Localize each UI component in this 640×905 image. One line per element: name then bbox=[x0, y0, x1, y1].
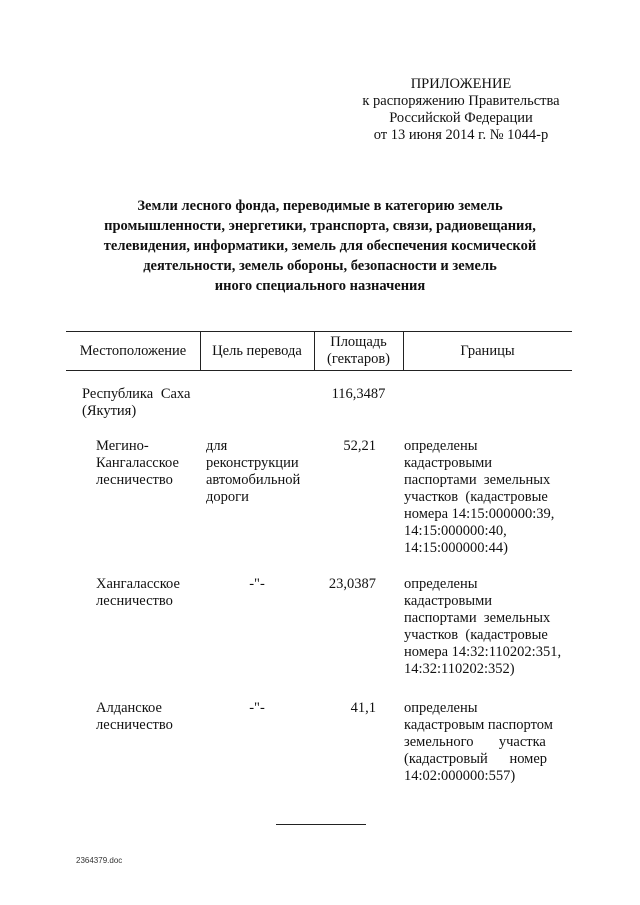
header-area-unit: (гектаров) bbox=[327, 351, 390, 367]
location-line: лесничество bbox=[96, 472, 173, 488]
row-1-area: 52,21 bbox=[343, 438, 376, 454]
header-borders: Границы bbox=[460, 343, 515, 359]
location-line: Кангаласское bbox=[96, 455, 179, 471]
location-line: Алданское bbox=[96, 700, 162, 716]
borders-line: определены bbox=[404, 700, 478, 716]
title-line: иного специального назначения bbox=[214, 278, 426, 294]
purpose-line: для bbox=[206, 438, 228, 454]
location-line: лесничество bbox=[96, 593, 173, 609]
borders-line: 14:15:000000:40, bbox=[404, 523, 507, 539]
document-number: 2364379.doc bbox=[76, 856, 123, 865]
borders-line: земельного участка bbox=[404, 734, 546, 750]
row-3-location bbox=[96, 700, 200, 734]
row-2-location bbox=[96, 576, 200, 610]
row-1-borders bbox=[404, 438, 572, 557]
borders-line: участков (кадастровые bbox=[404, 489, 548, 505]
appendix-header bbox=[330, 76, 592, 144]
appendix-ref: к распоряжению Правительства bbox=[362, 93, 560, 109]
row-3-area: 41,1 bbox=[350, 700, 376, 716]
borders-line: определены bbox=[404, 576, 478, 592]
row-1-purpose bbox=[206, 438, 314, 506]
header-purpose: Цель перевода bbox=[212, 343, 302, 359]
location-line: Хангаласское bbox=[96, 576, 180, 592]
borders-line: участков (кадастровые bbox=[404, 627, 548, 643]
appendix-title: ПРИЛОЖЕНИЕ bbox=[410, 76, 512, 92]
table-top-rule bbox=[66, 331, 572, 332]
title-line: телевидения, информатики, земель для обеспечения космической bbox=[103, 238, 537, 254]
title-line: Земли лесного фонда, переводимые в категорию земель bbox=[137, 198, 503, 214]
region-area: 116,3487 bbox=[331, 386, 386, 402]
purpose-line: автомобильной bbox=[206, 472, 301, 488]
header-area bbox=[314, 334, 403, 368]
document-title bbox=[60, 196, 580, 296]
borders-line: кадастровыми bbox=[404, 593, 493, 609]
row-1-location bbox=[96, 438, 200, 489]
title-line: деятельности, земель обороны, безопасности и земель bbox=[143, 258, 497, 274]
borders-line: кадастровыми bbox=[404, 455, 493, 471]
borders-line: кадастровым паспортом bbox=[404, 717, 553, 733]
borders-line: 14:32:110202:352) bbox=[404, 661, 515, 677]
borders-line: определены bbox=[404, 438, 478, 454]
row-2-area: 23,0387 bbox=[328, 576, 376, 592]
borders-line: паспортами земельных bbox=[404, 610, 551, 626]
title-line: промышленности, энергетики, транспорта, связи, радиовещания, bbox=[104, 218, 536, 234]
appendix-gov: Российской Федерации bbox=[389, 110, 533, 126]
borders-line: 14:15:000000:44) bbox=[404, 540, 508, 556]
borders-line: 14:02:000000:557) bbox=[404, 768, 516, 784]
location-line: Мегино- bbox=[96, 438, 149, 454]
appendix-date: от 13 июня 2014 г. № 1044-р bbox=[373, 127, 549, 143]
region-name-line: Республика Саха bbox=[82, 386, 191, 402]
borders-line: (кадастровый номер bbox=[404, 751, 548, 767]
row-3-purpose: -"- bbox=[249, 700, 265, 716]
row-3-borders bbox=[404, 700, 572, 785]
row-2-purpose: -"- bbox=[249, 576, 265, 592]
purpose-line: дороги bbox=[206, 489, 249, 505]
borders-line: номера 14:15:000000:39, bbox=[404, 506, 555, 522]
region-name-line: (Якутия) bbox=[82, 403, 137, 419]
header-location: Местоположение bbox=[79, 343, 187, 359]
region-name bbox=[82, 386, 196, 420]
borders-line: номера 14:32:110202:351, bbox=[404, 644, 562, 660]
table-header-rule bbox=[66, 370, 572, 371]
purpose-line: реконструкции bbox=[206, 455, 299, 471]
location-line: лесничество bbox=[96, 717, 173, 733]
header-area-label: Площадь bbox=[330, 334, 387, 350]
row-2-borders bbox=[404, 576, 572, 678]
end-rule bbox=[276, 824, 366, 825]
borders-line: паспортами земельных bbox=[404, 472, 551, 488]
